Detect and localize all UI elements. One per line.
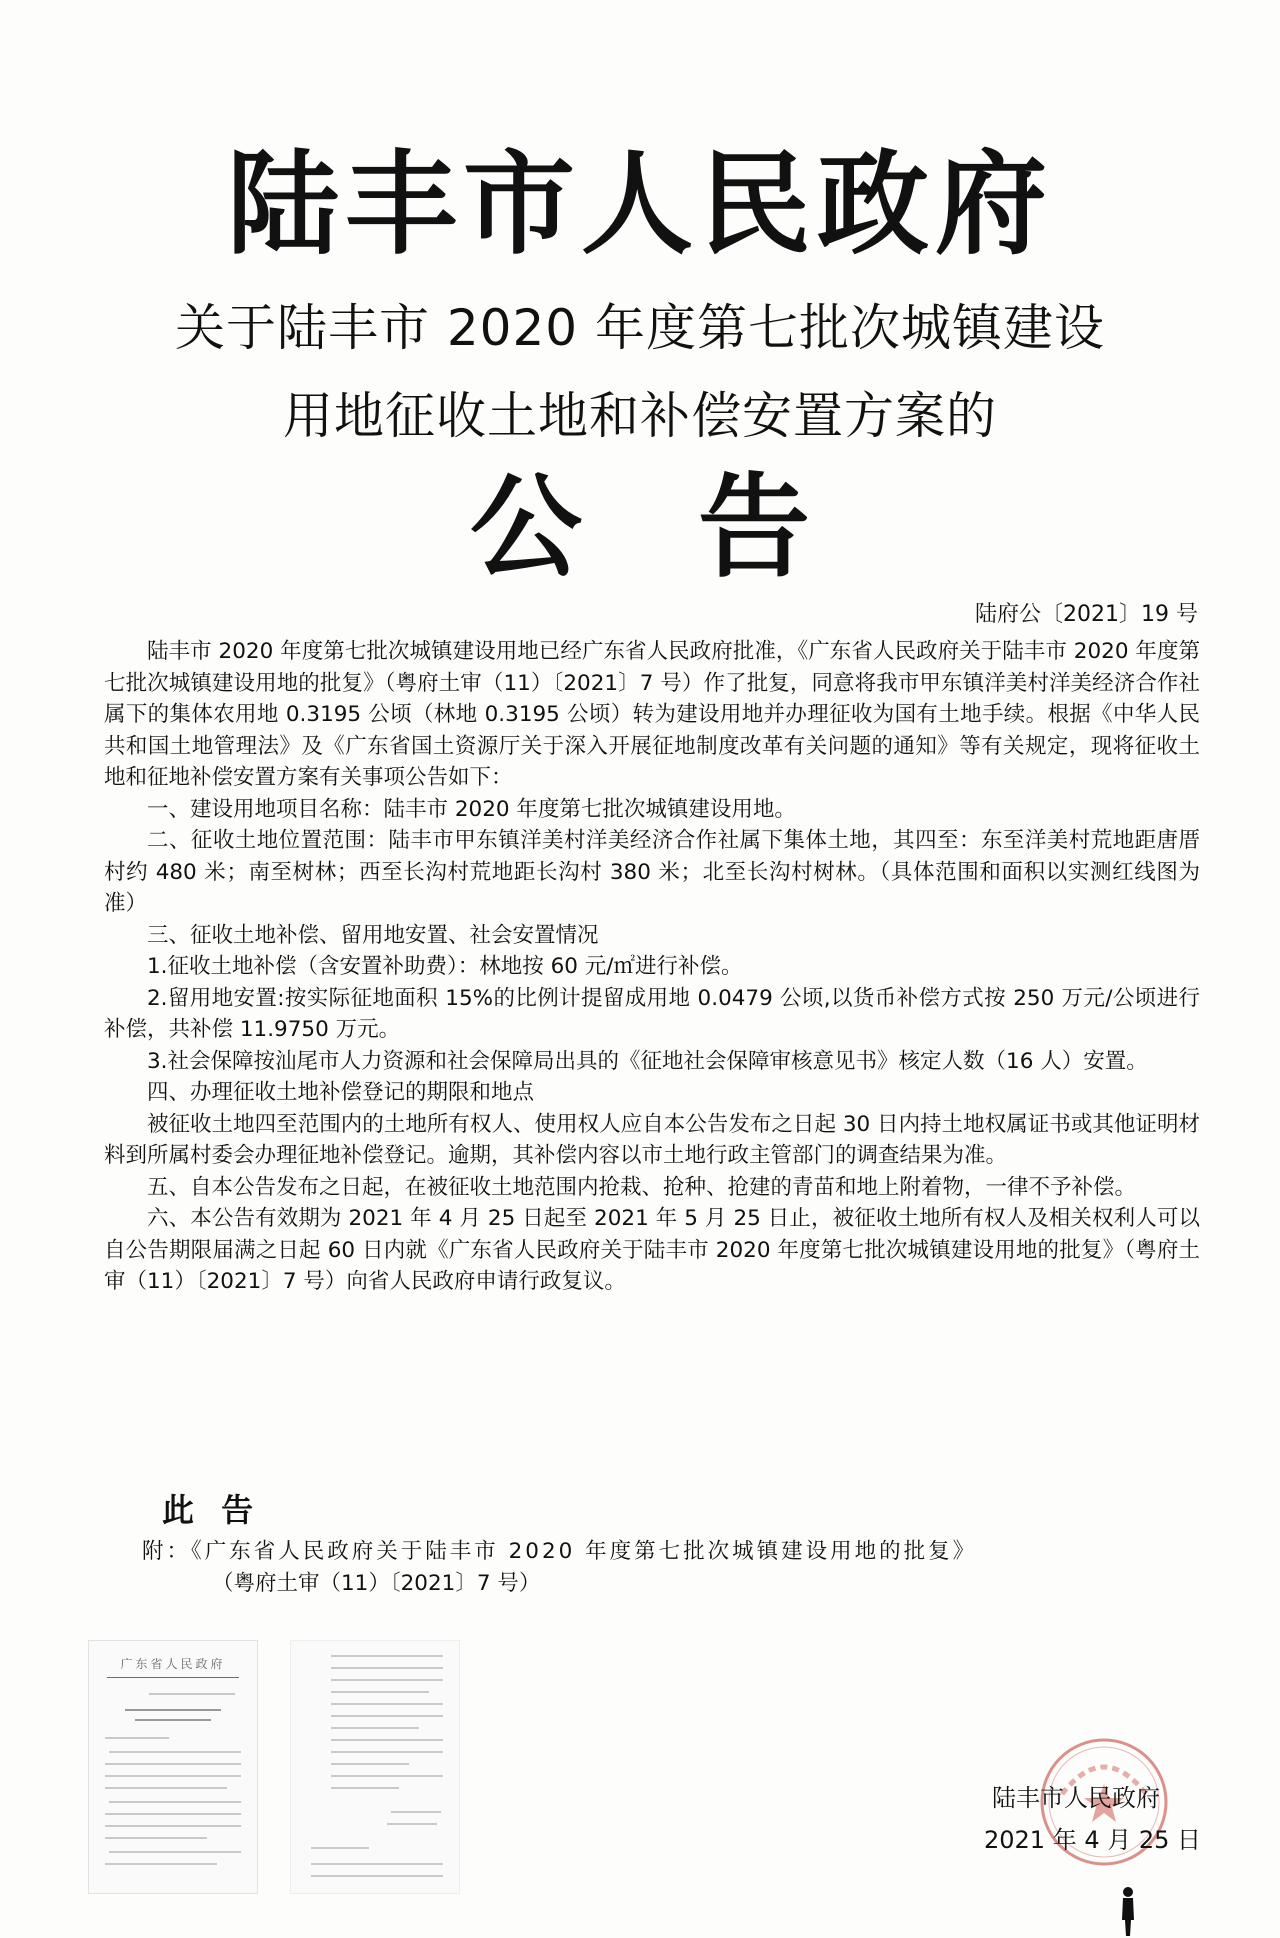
thumbnail-red-rule [107, 1677, 239, 1678]
attachment-line-1: 附：《广东省人民政府关于陆丰市 2020 年度第七批次城镇建设用地的批复》 [142, 1539, 978, 1564]
subject-title-line1: 关于陆丰市 2020 年度第七批次城镇建设 [174, 299, 1106, 357]
person-silhouette-icon [1122, 1887, 1134, 1936]
thumbnail-text-line [311, 1875, 443, 1877]
thumbnail-text-line [149, 1693, 235, 1695]
thumbnail-text-line [331, 1691, 429, 1693]
paragraph-item-4-detail: 被征收土地四至范围内的土地所有权人、使用权人应自本公告发布之日起 30 日内持土地权属证书或其他证明材料到所属村委会办理征地补偿登记。逾期，其补偿内容以市土地行政主管部门的调查结果为准。 [104, 1111, 1200, 1168]
issuer-title: 陆丰市人民政府 [227, 139, 1053, 270]
thumbnail-text-line [331, 1667, 443, 1669]
issuer-signature: 陆丰市人民政府 [992, 1784, 1160, 1812]
thumbnail-text-line [135, 1719, 211, 1721]
thumbnail-text-line [331, 1751, 443, 1753]
notice-title-char-1: 公 [470, 462, 582, 593]
attachment-line-2: （粤府土审（11）〔2021〕7 号） [212, 1571, 541, 1596]
thumbnail-text-line [105, 1737, 169, 1739]
paragraph-item-1: 一、建设用地项目名称：陆丰市 2020 年度第七批次城镇建设用地。 [147, 796, 796, 822]
attachment-thumbnail-page-1 [88, 1640, 258, 1894]
attachment-note [142, 1536, 1202, 1600]
thumbnail-text-line [105, 1837, 207, 1839]
thumbnail-text-line [109, 1751, 241, 1753]
thumbnail-header: 广东省人民政府 [120, 1657, 226, 1671]
thumbnail-text-line [387, 1823, 437, 1825]
thumbnail-text-line [331, 1727, 419, 1729]
thumbnail-text-line [331, 1679, 443, 1681]
notice-title [0, 462, 1280, 593]
paragraph-item-3-2: 2.留用地安置:按实际征地面积 15%的比例计提留成用地 0.0479 公顷,以货币补偿方式按 250 万元/公顷进行补偿，共补偿 11.9750 万元。 [104, 985, 1200, 1042]
thumbnail-text-line [331, 1763, 409, 1765]
thumbnail-text-line [391, 1811, 441, 1813]
document-number: 陆府公〔2021〕19 号 [975, 602, 1198, 627]
thumbnail-text-line [105, 1763, 241, 1765]
thumbnail-text-line [105, 1863, 217, 1865]
thumbnail-text-line [125, 1709, 221, 1711]
paragraph-intro: 陆丰市 2020 年度第七批次城镇建设用地已经广东省人民政府批准，《广东省人民政府关于陆丰市 2020 年度第七批次城镇建设用地的批复》（粤府土审（11）〔2021〕7 号）作了批复，同意将我市甲东镇洋美村洋美经济合作社属下的集体农用地 0.3195 公顷（林地 0.3195 公顷）转为建设用地并办理征收为国有土地手续。根据《中华人民共和国土地管理法》及《广东省国土资源厅关于深入开展征地制度改革有关问题的通知》等有关规定，现将征收土地和征地补偿安置方案有关事项公告如下： [104, 639, 1200, 790]
paragraph-item-3-1: 1.征收土地补偿（含安置补助费）：林地按 60 元/㎡进行补偿。 [147, 954, 743, 979]
thumbnail-text-line [331, 1775, 443, 1777]
paragraph-item-3-3: 3.社会保障按汕尾市人力资源和社会保障局出具的《征地社会保障审核意见书》核定人数（16 人）安置。 [147, 1048, 1148, 1074]
thumbnail-text-line [311, 1863, 443, 1865]
paragraph-item-2: 二、征收土地位置范围：陆丰市甲东镇洋美村洋美经济合作社属下集体土地，其四至：东至洋美村荒地距唐厝村约 480 米；南至树林；西至长沟村荒地距长沟村 380 米；北至长沟村树林。（具体范围和面积以实测红线图为准） [104, 828, 1200, 916]
closing-phrase: 此 告 [162, 1491, 262, 1529]
paragraph-item-5: 五、自本公告发布之日起，在被征收土地范围内抢栽、抢种、抢建的青苗和地上附着物，一律不予补偿。 [147, 1174, 1137, 1200]
paragraph-item-4: 四、办理征收土地补偿登记的期限和地点 [147, 1080, 535, 1105]
paragraph-item-6: 六、本公告有效期为 2021 年 4 月 25 日起至 2021 年 5 月 25 日止，被征收土地所有权人及相关权利人可以自公告期限届满之日起 60 日内就《广东省人民政府关于陆丰市 2020 年度第七批次城镇建设用地的批复》（粤府土审（11）〔2021〕7 号）向省人民政府申请行政复议。 [104, 1206, 1200, 1294]
subject-title-line2: 用地征收土地和补偿安置方案的 [283, 387, 997, 445]
thumbnail-text-line [331, 1715, 443, 1717]
thumbnail-text-line [331, 1703, 443, 1705]
issue-date: 2021 年 4 月 25 日 [984, 1826, 1202, 1854]
thumbnail-text-line [311, 1847, 369, 1849]
notice-body [104, 636, 1200, 1298]
thumbnail-text-line [105, 1787, 227, 1789]
thumbnail-text-line [331, 1739, 443, 1741]
attachment-thumbnail-page-2 [290, 1640, 460, 1894]
thumbnail-text-line [331, 1787, 399, 1789]
paragraph-item-3: 三、征收土地补偿、留用地安置、社会安置情况 [147, 922, 599, 948]
notice-title-char-2: 告 [698, 462, 810, 593]
thumbnail-text-line [109, 1851, 241, 1853]
thumbnail-text-line [109, 1801, 241, 1803]
thumbnail-text-line [105, 1825, 241, 1827]
thumbnail-text-line [105, 1775, 241, 1777]
thumbnail-text-line [105, 1813, 241, 1815]
site-watermark-logo [1118, 1878, 1280, 1938]
thumbnail-text-line [331, 1655, 443, 1657]
